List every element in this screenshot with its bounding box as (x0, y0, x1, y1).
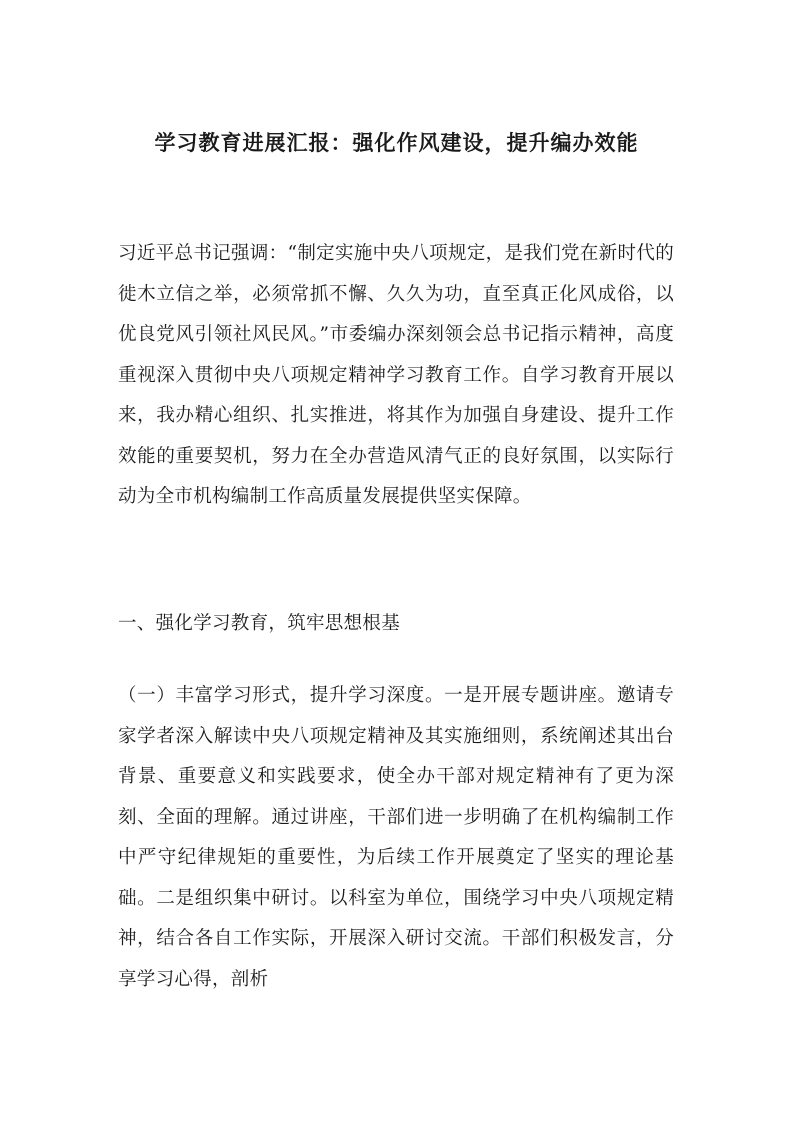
intro-paragraph: 习近平总书记强调：“制定实施中央八项规定，是我们党在新时代的徙木立信之举，必须常抓不懈、久久为功，直至真正化风成俗，以优良党风引领社风民风。”市委编办深刻领会总书记指示精神，高度重视深入贯彻中央八项规定精神学习教育工作。自学习教育开展以来，我办精心组织、扎实推进，将其作为加强自身建设、提升工作效能的重要契机，努力在全办营造风清气正的良好氛围，以实际行动为全市机构编制工作高质量发展提供坚实保障。 (118, 243, 674, 507)
section-heading: 一、强化学习教育，筑牢思想根基 (118, 613, 401, 634)
document-title: 学习教育进展汇报：强化作风建设，提升编办效能 (154, 130, 639, 155)
body-paragraph: （一）丰富学习形式，提升学习深度。一是开展专题讲座。邀请专家学者深入解读中央八项规定精神及其实施细则，系统阐述其出台背景、重要意义和实践要求，使全办干部对规定精神有了更为深刻、全面的理解。通过讲座，干部们进一步明确了在机构编制工作中严守纪律规矩的重要性，为后续工作开展奠定了坚实的理论基础。二是组织集中研讨。以科室为单位，围绕学习中央八项规定精神，结合各自工作实际，开展深入研讨交流。干部们积极发言，分享学习心得，剖析 (118, 685, 674, 990)
